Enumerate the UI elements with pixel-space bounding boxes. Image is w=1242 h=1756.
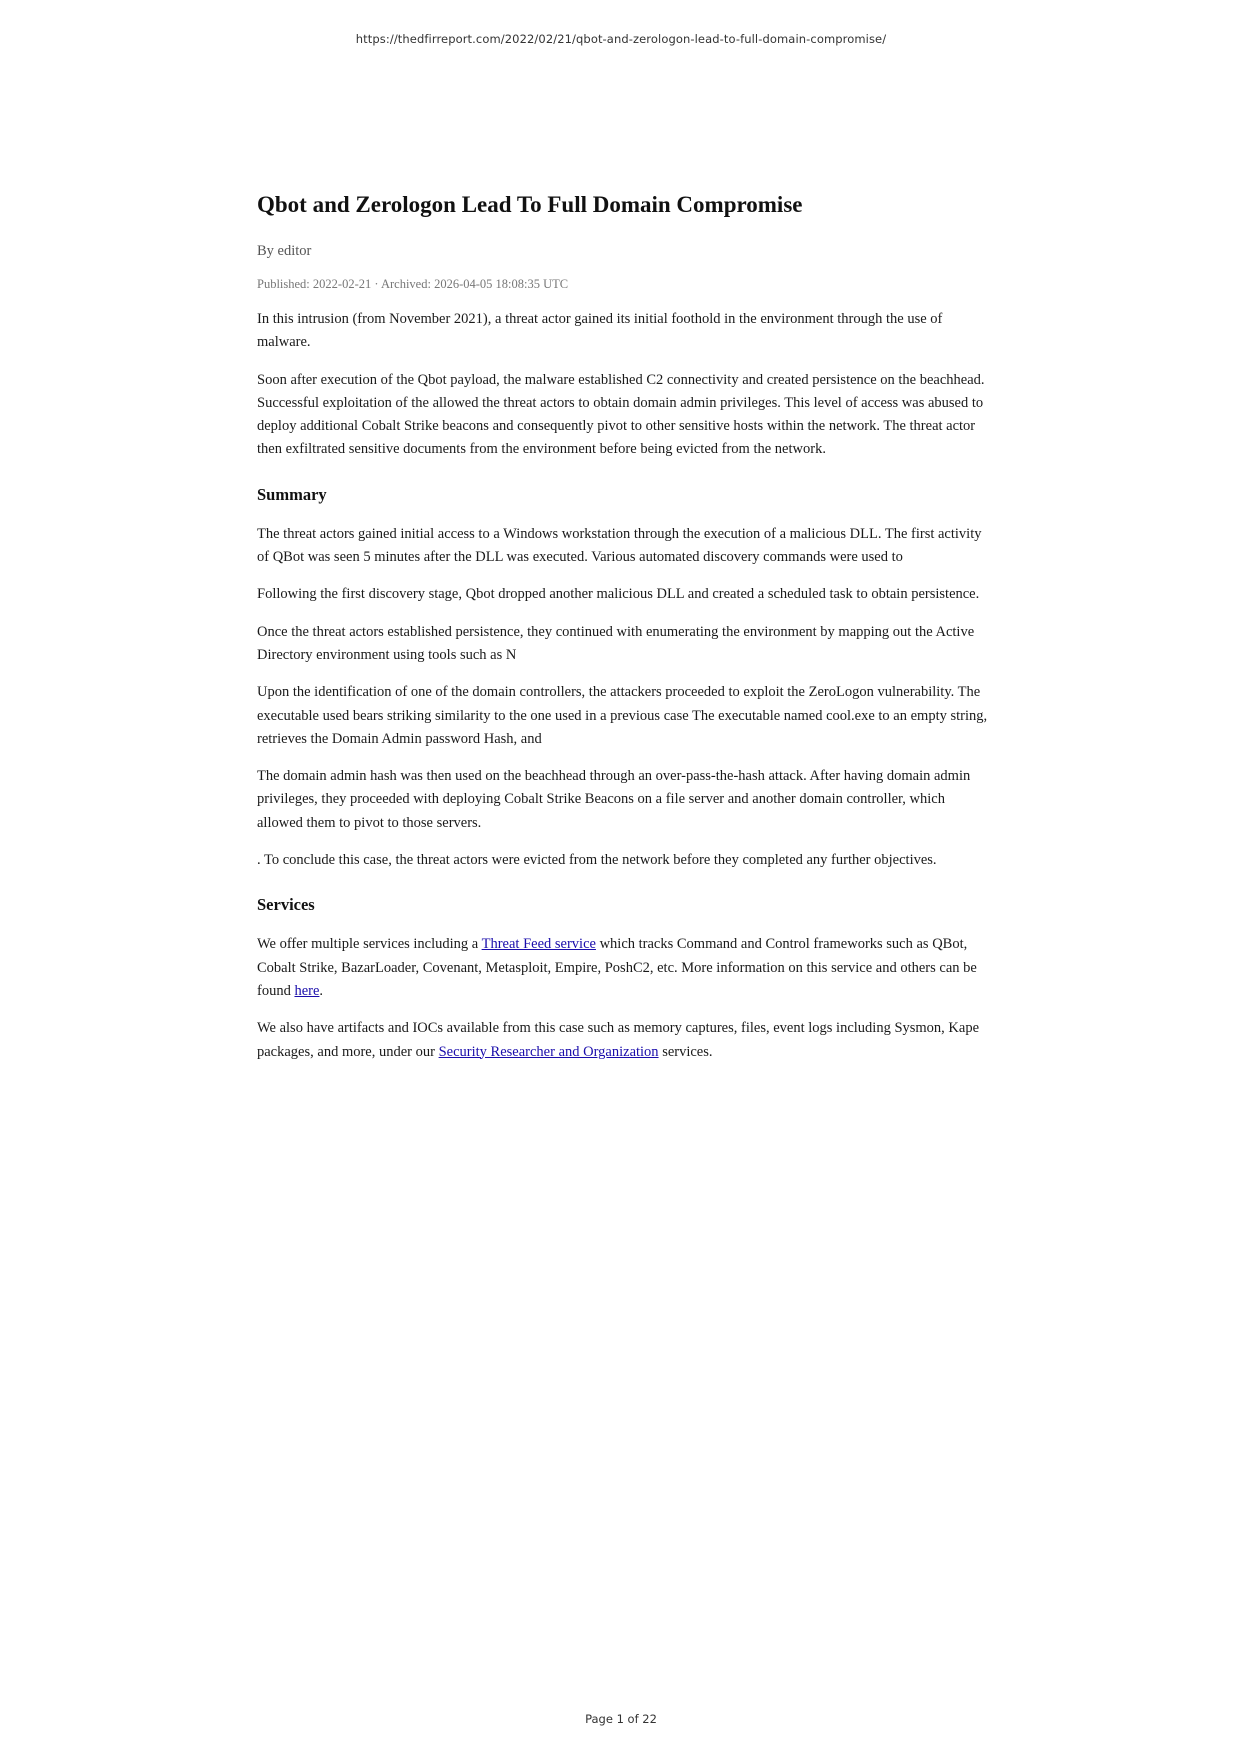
services-2-suffix: services. — [658, 1043, 713, 1060]
services-2-prefix: We also have artifacts and IOCs available from this case such as memory captures, files, event logs including Sysmon, Kape packages, and more, under our — [257, 1020, 980, 1060]
security-researcher-organization-link[interactable]: Security Researcher and Organization — [438, 1043, 659, 1060]
here-link[interactable]: here — [294, 982, 320, 999]
summary-paragraph-3: Once the threat actors established persistence, they continued with enumerating the environment by mapping out the Active Directory environment using tools such as N — [257, 623, 975, 663]
summary-paragraph-4: Upon the identification of one of the domain controllers, the attackers proceeded to exploit the ZeroLogon vulnerability. The executable used bears striking similarity to the one used in a previous case The executable named cool.exe to an empty string, retrieves the Domain Admin password Hash, and — [257, 684, 988, 747]
summary-paragraph-2: Following the first discovery stage, Qbot dropped another malicious DLL and created a scheduled task to obtain persistence. — [257, 586, 980, 603]
services-paragraph-2 — [257, 1017, 990, 1064]
intro-paragraph-2: Soon after execution of the Qbot payload, the malware established C2 connectivity and created persistence on the beachhead. Successful exploitation of the allowed the threat actors to obtain domain admin privileges. This level of access was abused to deploy additional Cobalt Strike beacons and consequently pivot to other sensitive hosts within the network. The threat actor then exfiltrated sensitive documents from the environment before being evicted from the network. — [257, 371, 985, 458]
services-1-prefix: We offer multiple services including a — [257, 936, 482, 953]
summary-paragraph-1: The threat actors gained initial access to a Windows workstation through the execution of a malicious DLL. The first activity of QBot was seen 5 minutes after the DLL was executed. Various automated discovery commands were used to — [257, 525, 982, 566]
page-number: Page 1 of 22 — [585, 1712, 657, 1726]
summary-paragraph-5: The domain admin hash was then used on the beachhead through an over-pass-the-hash attack. After having domain admin privileges, they proceeded with deploying Cobalt Strike Beacons on a file server and another domain controller, which allowed them to pivot to those servers. — [257, 768, 971, 831]
article-title: Qbot and Zerologon Lead To Full Domain Compromise — [257, 192, 803, 217]
intro-paragraph-1: In this intrusion (from November 2021), a threat actor gained its initial foothold in the environment through the use of malware. — [257, 311, 943, 351]
summary-paragraph-6: . To conclude this case, the threat actors were evicted from the network before they completed any further objectives. — [257, 852, 937, 869]
services-1-suffix: . — [319, 982, 324, 999]
services-paragraph-1 — [257, 933, 990, 1003]
article — [257, 190, 990, 1078]
services-1-middle: which tracks Command and Control frameworks such as QBot, Cobalt Strike, BazarLoader, Covenant, Metasploit, Empire, PoshC2, etc. More information on this service and others can be found — [257, 936, 977, 999]
article-byline: By editor — [257, 243, 312, 259]
threat-feed-service-link[interactable]: Threat Feed service — [481, 936, 596, 953]
summary-heading: Summary — [257, 484, 327, 504]
page-url-header: https://thedfirreport.com/2022/02/21/qbot-and-zerologon-lead-to-full-domain-compromise/ — [355, 32, 887, 46]
services-heading: Services — [257, 895, 315, 915]
article-meta: Published: 2022-02-21 · Archived: 2026-04-05 18:08:35 UTC — [257, 277, 569, 291]
